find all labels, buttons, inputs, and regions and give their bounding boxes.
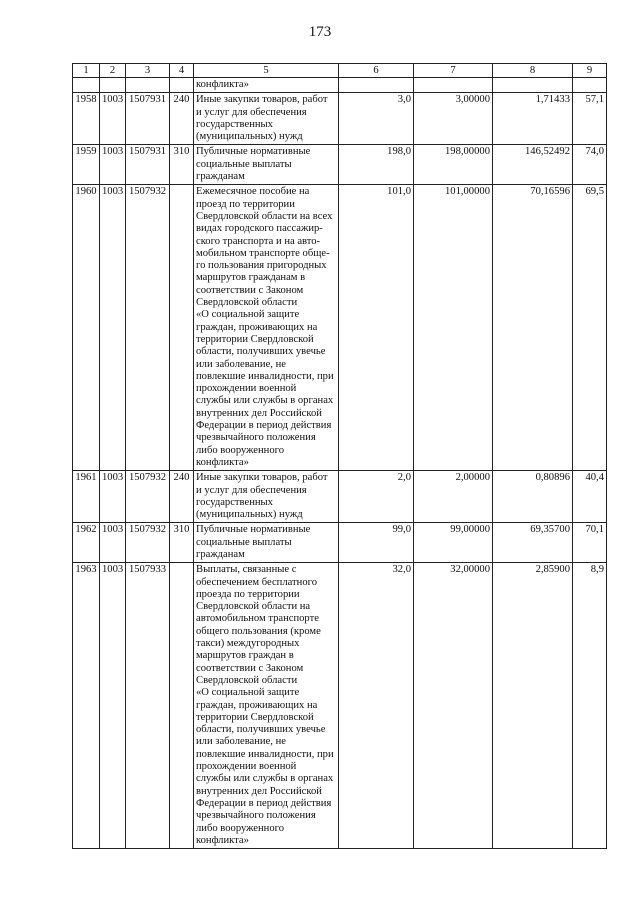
expense-name-line: либо вооруженного — [196, 444, 285, 456]
expense-name-line: автомобильном транспорте — [196, 613, 319, 625]
target-code-cell: 1507931 — [126, 145, 170, 185]
percent-cell: 69,5 — [573, 185, 607, 471]
expense-name-line: прохождении военной — [196, 761, 297, 773]
expense-name-line: внутренних дел Российской — [196, 407, 322, 419]
expense-name-line: «О социальной защите — [196, 687, 300, 699]
expense-name-line: гражданам — [196, 171, 245, 183]
table-row — [73, 93, 607, 145]
expense-name-line: области, получивших увечье — [196, 346, 326, 358]
line-number-cell: 1958 — [73, 93, 100, 145]
table-row — [73, 523, 607, 563]
expense-type-cell — [170, 563, 194, 849]
expense-name-line: территории Свердловской — [196, 333, 314, 345]
expense-name-line: гражданам — [196, 548, 245, 560]
section-code-cell: 1003 — [100, 563, 126, 849]
header-cell: 2 — [100, 64, 126, 78]
expense-name-line: Федерации в период действия — [196, 420, 332, 432]
expense-name-line: Свердловской области — [196, 297, 298, 309]
expense-type-cell: 240 — [170, 471, 194, 523]
expense-name-line: (муниципальных) нужд — [196, 131, 303, 143]
expense-name-line: повлекшие инвалидности, при — [196, 370, 334, 382]
expense-name-cell — [194, 563, 339, 849]
amount-cell: 198,0 — [339, 145, 414, 185]
amount-cell: 99,00000 — [414, 523, 493, 563]
expense-name-line: такси) междугородных — [196, 638, 300, 650]
header-cell: 3 — [126, 64, 170, 78]
amount-cell: 2,0 — [339, 471, 414, 523]
expense-name-line: или заболевание, не — [196, 736, 286, 748]
amount-cell: 99,0 — [339, 523, 414, 563]
expense-name-line: Выплаты, связанные с — [196, 564, 297, 576]
page-number: 173 — [308, 24, 332, 40]
expense-name-line: проезд по территории — [196, 198, 295, 210]
line-number-cell: 1963 — [73, 563, 100, 849]
section-code-cell: 1003 — [100, 185, 126, 471]
expense-name-line: ского транспорта и на авто- — [196, 235, 321, 247]
executed-amount-cell: 70,16596 — [493, 185, 573, 471]
header-cell: 6 — [339, 64, 414, 78]
amount-cell: 3,0 — [339, 93, 414, 145]
executed-amount-cell: 146,52492 — [493, 145, 573, 185]
expense-name-line: или заболевание, не — [196, 358, 286, 370]
expense-name-line: Иные закупки товаров, работ — [196, 472, 328, 484]
target-code-cell: 1507932 — [126, 185, 170, 471]
expense-name-cell — [194, 93, 339, 145]
line-number-cell: 1961 — [73, 471, 100, 523]
expense-name-line: соответствии с Законом — [196, 662, 304, 674]
expense-name-line: прохождении военной — [196, 383, 297, 395]
expense-name-line: видах городского пассажир- — [196, 223, 323, 235]
expense-name-line: Публичные нормативные — [196, 524, 311, 536]
target-code-cell: 1507932 — [126, 471, 170, 523]
table-body — [73, 64, 607, 849]
expense-name-line: граждан, проживающих на — [196, 321, 318, 333]
percent-cell: 40,4 — [573, 471, 607, 523]
expense-name-line: мобильном транспорте обще- — [196, 247, 330, 259]
expense-type-cell: 310 — [170, 145, 194, 185]
expense-name-line: социальные выплаты — [196, 536, 292, 548]
expense-name-line: Иные закупки товаров, работ — [196, 94, 328, 106]
header-cell: 8 — [493, 64, 573, 78]
percent-cell: 57,1 — [573, 93, 607, 145]
amount-cell: 3,00000 — [414, 93, 493, 145]
expense-name-line: Ежемесячное пособие на — [196, 186, 310, 198]
executed-amount-cell: 1,71433 — [493, 93, 573, 145]
line-number-cell: 1962 — [73, 523, 100, 563]
target-code-cell: 1507933 — [126, 563, 170, 849]
header-cell: 9 — [573, 64, 607, 78]
amount-cell: 32,00000 — [414, 563, 493, 849]
expense-name-line: либо вооруженного — [196, 822, 285, 834]
expense-name-line: «О социальной защите — [196, 309, 300, 321]
table-row — [73, 563, 607, 849]
header-cell: 4 — [170, 64, 194, 78]
amount-cell: 2,00000 — [414, 471, 493, 523]
expense-name-line: маршрутов граждан в — [196, 650, 294, 662]
header-cell: 5 — [194, 64, 339, 78]
expense-name-line: социальные выплаты — [196, 158, 292, 170]
percent-cell: 70,1 — [573, 523, 607, 563]
expense-name-line: области, получивших увечье — [196, 724, 326, 736]
expense-name-line: конфликта» — [196, 834, 249, 846]
expense-name-cell — [194, 523, 339, 563]
expense-name-line: повлекшие инвалидности, при — [196, 748, 334, 760]
expense-name-line: территории Свердловской — [196, 711, 314, 723]
amount-cell: 101,0 — [339, 185, 414, 471]
executed-amount-cell: 0,80896 — [493, 471, 573, 523]
executed-amount-cell: 2,85900 — [493, 563, 573, 849]
section-code-cell: 1003 — [100, 471, 126, 523]
expense-name-cell — [194, 185, 339, 471]
expense-name-line: обеспечением бесплатного — [196, 576, 318, 588]
table-row — [73, 471, 607, 523]
expense-name-line: внутренних дел Российской — [196, 785, 322, 797]
percent-cell: 8,9 — [573, 563, 607, 849]
expense-name-line: Публичные нормативные — [196, 146, 311, 158]
header-cell: 1 — [73, 64, 100, 78]
expense-type-cell: 240 — [170, 93, 194, 145]
target-code-cell: 1507932 — [126, 523, 170, 563]
line-number-cell: 1959 — [73, 145, 100, 185]
percent-cell: 74,0 — [573, 145, 607, 185]
expense-name-line: и услуг для обеспечения — [196, 484, 307, 496]
expense-name-line: проезда по территории — [196, 588, 300, 600]
expense-name-line: соответствии с Законом — [196, 284, 304, 296]
expense-name-line: Свердловской области — [196, 674, 298, 686]
continuation-row — [73, 78, 607, 93]
table-row — [73, 145, 607, 185]
expense-name-line: маршрутов гражданам в — [196, 272, 306, 284]
section-code-cell: 1003 — [100, 145, 126, 185]
section-code-cell: 1003 — [100, 523, 126, 563]
section-code-cell: 1003 — [100, 93, 126, 145]
executed-amount-cell: 69,35700 — [493, 523, 573, 563]
expense-name-line: чрезвычайного положения — [196, 432, 316, 444]
expense-name-line: службы или службы в органах — [196, 395, 334, 407]
expense-name-line: чрезвычайного положения — [196, 810, 316, 822]
budget-table — [72, 63, 607, 849]
expense-name-line: (муниципальных) нужд — [196, 509, 303, 521]
expense-name-cell — [194, 471, 339, 523]
target-code-cell: 1507931 — [126, 93, 170, 145]
expense-name-line: конфликта» — [196, 456, 249, 468]
expense-name-line: Свердловской области на — [196, 601, 311, 613]
header-row — [73, 64, 607, 78]
continuation-text: конфликта» — [194, 78, 339, 93]
expense-type-cell: 310 — [170, 523, 194, 563]
amount-cell: 32,0 — [339, 563, 414, 849]
expense-name-line: и услуг для обеспечения — [196, 106, 307, 118]
amount-cell: 101,00000 — [414, 185, 493, 471]
line-number-cell: 1960 — [73, 185, 100, 471]
expense-name-cell — [194, 145, 339, 185]
table-row — [73, 185, 607, 471]
expense-name-line: государственных — [196, 496, 273, 508]
expense-name-line: граждан, проживающих на — [196, 699, 318, 711]
expense-name-line: общего пользования (кроме — [196, 625, 321, 637]
expense-name-line: го пользования пригородных — [196, 260, 327, 272]
amount-cell: 198,00000 — [414, 145, 493, 185]
expense-name-line: Свердловской области на всех — [196, 210, 333, 222]
expense-type-cell — [170, 185, 194, 471]
expense-name-line: службы или службы в органах — [196, 773, 334, 785]
expense-name-line: Федерации в период действия — [196, 797, 332, 809]
expense-name-line: государственных — [196, 118, 273, 130]
header-cell: 7 — [414, 64, 493, 78]
